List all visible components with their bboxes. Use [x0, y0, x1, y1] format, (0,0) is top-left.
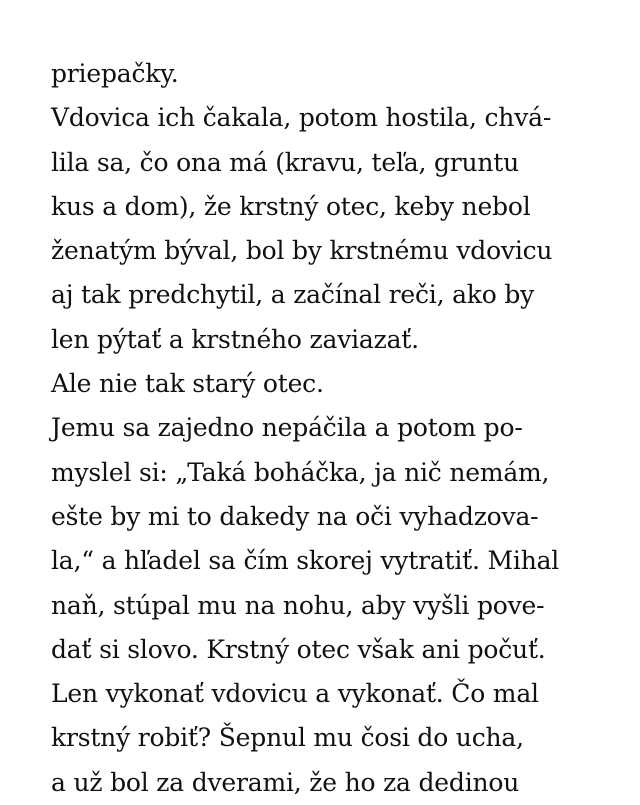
text-line-13: naň, stúpal mu na nohu, aby vyšli pove- — [51, 590, 545, 620]
text-line-16: krstný robiť? Šepnul mu čosi do ucha, — [51, 723, 524, 753]
text-line-1: priepačky. — [51, 59, 179, 88]
text-line-9: Jemu sa zajedno nepáčila a potom po- — [51, 413, 523, 443]
text-line-14: dať si slovo. Krstný otec však ani počuť. — [51, 634, 546, 664]
text-line-10: myslel si: „Taká boháčka, ja nič nemám, — [51, 457, 550, 487]
page-text — [51, 52, 611, 805]
text-line-3: lila sa, čo ona má (kravu, teľa, gruntu — [51, 147, 520, 177]
text-line-17: a už bol za dverami, že ho za dedinou — [51, 767, 520, 797]
text-line-6: aj tak predchytil, a začínal reči, ako by — [51, 280, 535, 310]
text-line-8: Ale nie tak starý otec. — [51, 369, 324, 399]
text-line-12: la,“ a hľadel sa čím skorej vytratiť. Mihal — [51, 546, 560, 576]
text-line-11: ešte by mi to dakedy na oči vyhadzova- — [51, 501, 539, 531]
text-line-15: Len vykonať vdovicu a vykonať. Čo mal — [51, 679, 539, 709]
text-line-7: len pýtať a krstného zaviazať. — [51, 324, 419, 354]
text-line-4: kus a dom), že krstný otec, keby nebol — [51, 191, 531, 221]
text-line-2: Vdovica ich čakala, potom hostila, chvá- — [51, 103, 552, 133]
text-line-5: ženatým býval, bol by krstnému vdovicu — [51, 236, 553, 266]
